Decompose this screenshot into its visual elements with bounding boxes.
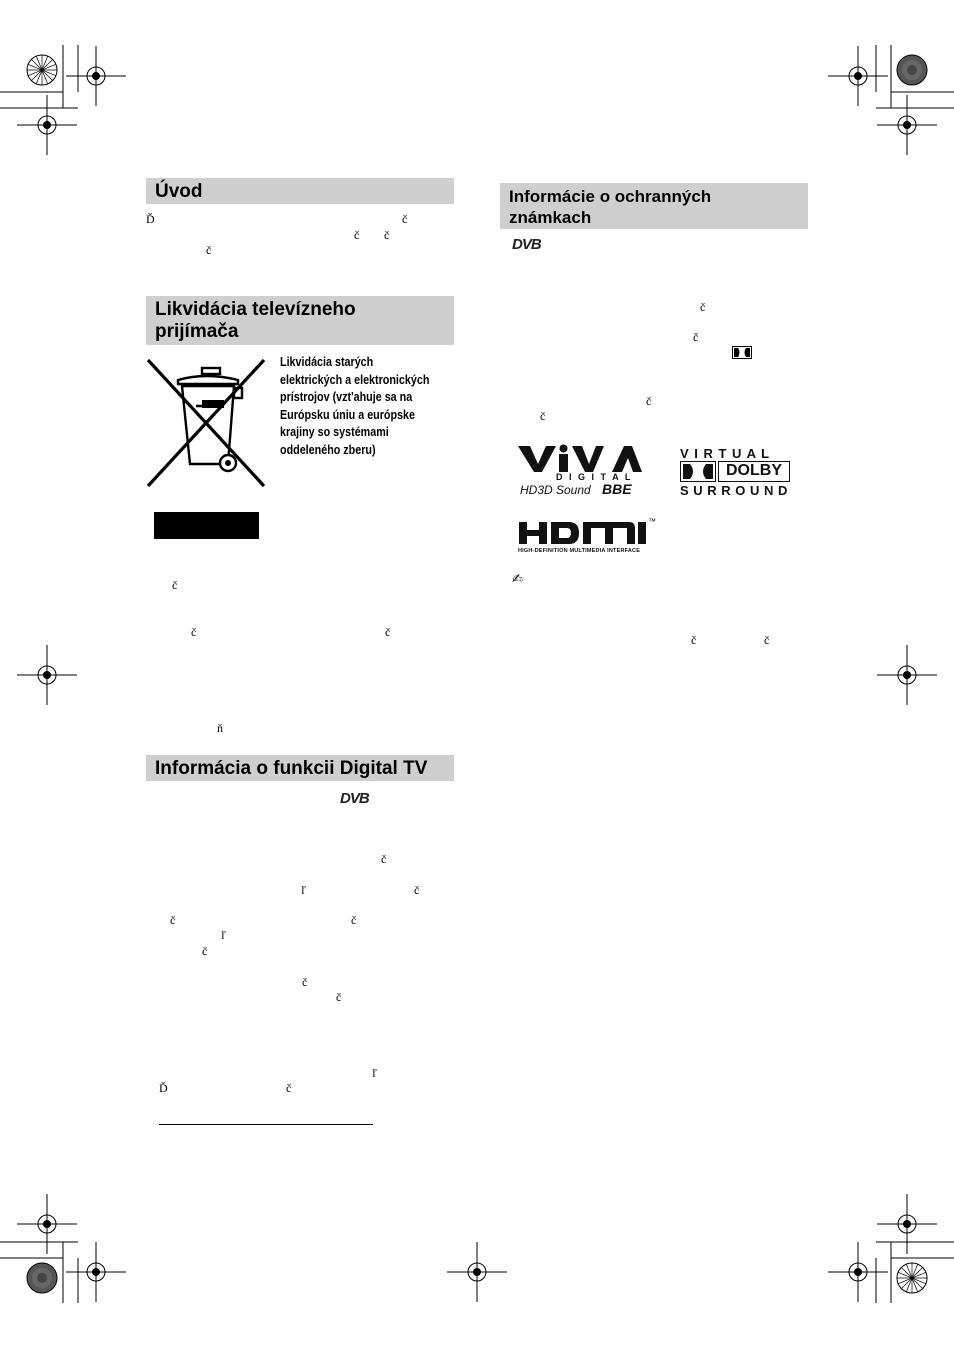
dolby-dd-icon [680,461,716,482]
surround-label: S U R R O U N D [680,483,788,498]
hdmi-subtitle: HIGH-DEFINITION MULTIMEDIA INTERFACE [518,548,641,554]
weee-bin-icon [146,358,266,488]
glyph: č [385,625,391,639]
glyph: č [646,394,652,408]
trademarks-title-line1: Informácie o ochranných [509,187,712,206]
glyph: ľ [221,928,226,942]
glyph: č [414,883,420,897]
viva-digital-logo [516,444,646,500]
dvb-logo-icon: DVB [340,790,369,807]
glyph: č [691,633,697,647]
hdmi-wordmark-icon [517,520,647,546]
footnote-rule [159,1124,373,1125]
disposal-heading [146,296,454,345]
glyph: č [172,578,178,592]
glyph: ň [217,721,223,735]
dolby-box [718,461,790,482]
viva-wordmark-icon [516,444,644,474]
glyph: Ď [146,212,155,226]
glyph: č [206,243,212,257]
glyph: č [302,975,308,989]
glyph: č [384,228,390,242]
glyph: č [540,409,546,423]
disposal-title-line1: Likvidácia televízneho [155,299,356,320]
glyph: č [202,944,208,958]
glyph: č [354,228,360,242]
note-pencil-icon: ✍ [512,572,523,587]
intro-heading [146,178,454,204]
glyph: č [191,625,197,639]
viva-bbe-label: BBE [602,481,632,497]
glyph: č [351,913,357,927]
trademarks-title-line2: známkach [509,208,592,227]
glyph: č [381,852,387,866]
hdmi-trademark: ™ [648,517,656,526]
glyph: č [170,913,176,927]
glyph: č [286,1081,292,1095]
disposal-title-line2: prijímača [155,321,239,342]
glyph: č [693,330,699,344]
glyph: č [336,990,342,1004]
hdmi-logo [517,517,659,558]
glyph: č [402,212,408,226]
dolby-dd-icon [732,346,752,359]
glyph: ľ [372,1066,377,1080]
dolby-label: DOLBY [726,462,782,479]
digital-tv-title: Informácia o funkcii Digital TV [155,758,428,779]
digital-tv-heading [146,755,454,781]
viva-digital-label: D I G I T A L [556,472,633,482]
viva-hd3d-label: HD3D Sound [520,483,591,497]
trademarks-heading [500,183,808,229]
virtual-label: V I R T U A L [680,446,771,461]
glyph: ľ [301,883,306,897]
dvb-logo-icon: DVB [512,236,541,253]
virtual-dolby-surround-logo [680,446,792,498]
glyph: č [764,633,770,647]
weee-text: Likvidácia starých elektrických a elektronických prístrojov (vzt'ahuje sa na Európsku úniu a európske krajiny so systémami oddeleného zberu) [280,355,430,457]
glyph: č [700,300,706,314]
glyph: Ď [159,1081,168,1095]
redacted-bar [154,512,259,539]
intro-title: Úvod [155,181,203,202]
